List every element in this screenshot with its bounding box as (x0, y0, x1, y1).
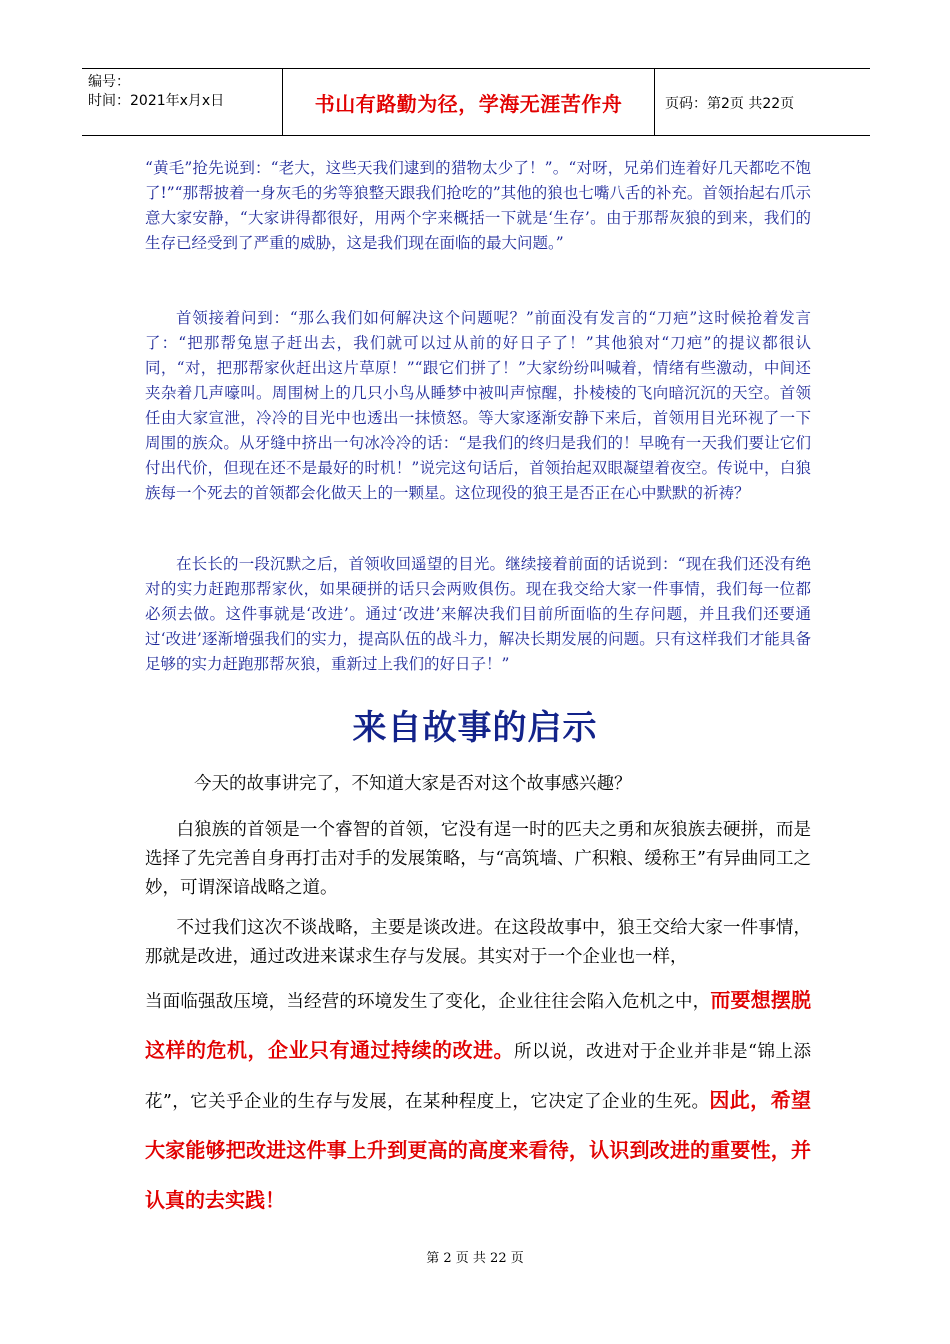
header-meta (82, 69, 282, 135)
story-paragraph-2: 首领接着问到：“那么我们如何解决这个问题呢？”前面没有发言的“刀疤”这时候抢着发言了：“把那帮兔崽子赶出去，我们就可以过从前的好日子了！”其他狼对“刀疤”的提议都很认同，“对，把那帮家伙赶出这片草原！”“跟它们拼了！”大家纷纷叫喊着，情绪有些激动，中间还夹杂着几声嚎叫。周围树上的几只小鸟从睡梦中被叫声惊醒，扑棱棱的飞向暗沉沉的天空。首领任由大家宣泄，冷冷的目光中也透出一抹愤怒。等大家逐渐安静下来后，首领用目光环视了一下周围的族众。从牙缝中挤出一句冰冷冷的话：“是我们的终归是我们的！早晚有一天我们要让它们付出代价，但现在还不是最好的时机！”说完这句话后，首领抬起双眼凝望着夜空。传说中，白狼族每一个死去的首领都会化做天上的一颗星。这位现役的狼王是否正在心中默默的祈祷？ (145, 309, 811, 502)
body-text: 当面临强敌压境，当经营的环境发生了变化，企业往往会陷入危机之中， (145, 992, 711, 1012)
date-label: 时间：2021年x月x日 (88, 93, 225, 109)
header-motto: 书山有路勤为径，学海无涯苦作舟 (314, 91, 623, 116)
page-footer: 第 2 页 共 22 页 (426, 1251, 524, 1266)
header-table (82, 68, 870, 136)
emphasis-text: 因此，希望大家能够把改进这件事上升到更高的高度来看待，认识到改进的重要性，并认真的去实践！ (145, 1088, 811, 1212)
body-paragraph-3: 不过我们这次不谈战略，主要是谈改进。在这段故事中，狼王交给大家一件事情，那就是改进，通过改进来谋求生存与发展。其实对于一个企业也一样， (145, 918, 811, 967)
story-paragraph-3: 在长长的一段沉默之后，首领收回遥望的目光。继续接着前面的话说到：“现在我们还没有绝对的实力赶跑那帮家伙，如果硬拼的话只会两败俱伤。现在我交给大家一件事情，我们每一位都必须去做。这件事就是‘改进’。通过‘改进’来解决我们目前所面临的生存问题，并且我们还要通过‘改进’逐渐增强我们的实力，提高队伍的战斗力，解决长期发展的问题。只有这样我们才能具备足够的实力赶跑那帮灰狼，重新过上我们的好日子！” (145, 555, 811, 673)
body-paragraph-2: 白狼族的首领是一个睿智的首领，它没有逞一时的匹夫之勇和灰狼族去硬拼，而是选择了先完善自身再打击对手的发展策略，与“高筑墙、广积粮、缓称王”有异曲同工之妙，可谓深谙战略之道。 (145, 820, 811, 898)
emphasis-text: 而要想摆脱这样的危机，企业只有通过持续的改进。 (145, 988, 812, 1062)
body-paragraph-1: 今天的故事讲完了，不知道大家是否对这个故事感兴趣？ (194, 774, 632, 794)
number-label: 编号： (88, 74, 130, 90)
header-divider (654, 69, 655, 135)
story-paragraph-1: “黄毛”抢先说到：“老大，这些天我们逮到的猎物太少了！”。“对呀，兄弟们连着好几天都吃不饱了!”“那帮披着一身灰毛的劣等狼整天跟我们抢吃的”其他的狼也七嘴八舌的补充。首领抬起右爪示意大家安静，“大家讲得都很好，用两个字来概括一下就是‘生存’。由于那帮灰狼的到来，我们的生存已经受到了严重的威胁，这是我们现在面临的最大问题。” (145, 159, 811, 252)
header-page-label: 页码：第2页 共22页 (665, 96, 795, 112)
section-title: 来自故事的启示 (352, 708, 598, 748)
body-paragraph-4 (145, 976, 811, 1226)
body-text: 所以说，改进对于企业并非是“锦上添花”，它关乎企业的生存与发展，在某种程度上，它决定了企业的生死。 (145, 1042, 811, 1112)
